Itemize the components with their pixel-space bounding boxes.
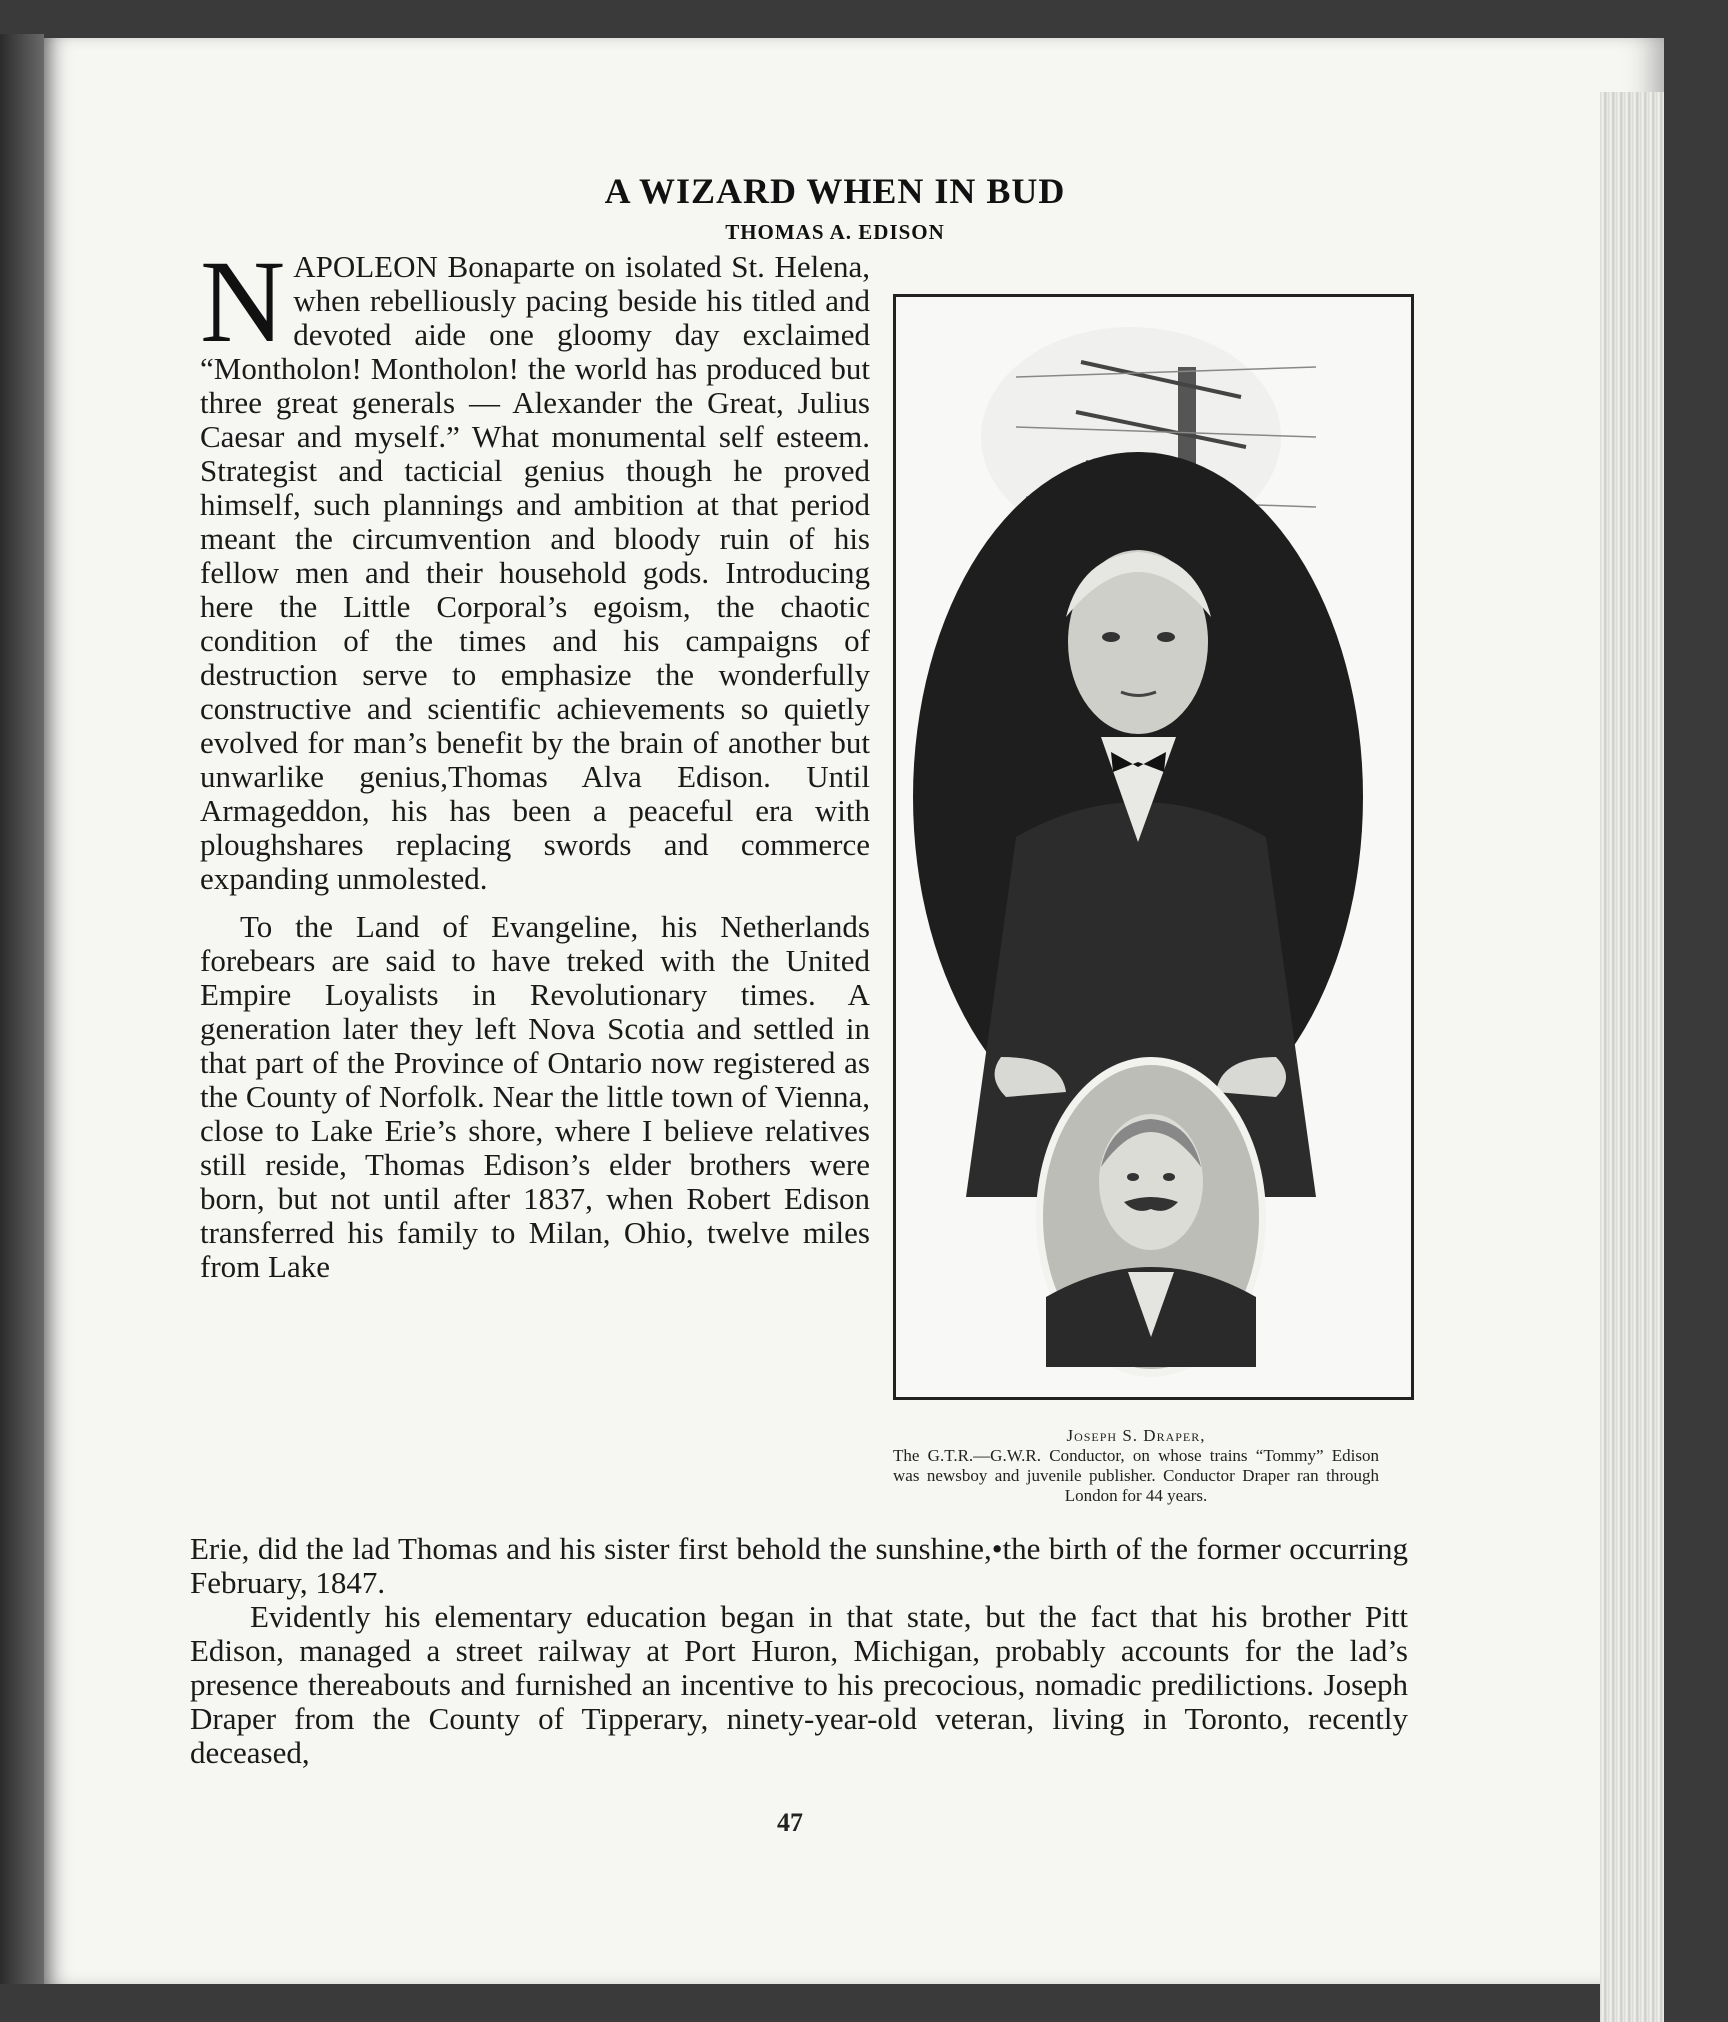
page-edges xyxy=(1600,92,1664,2022)
drop-cap: N xyxy=(200,236,286,367)
paragraph-1-text: APOLEON Bonaparte on isolated St. Helena, when rebelliously pacing beside his titled and devoted aide one gloomy day exclaimed “Montholon! Montholon! the world has produced but three great generals — Alexander the Great, Julius Caesar and myself.” What monumental self esteem. Strategist and tacticial genius though he proved himself, such plannings and ambition at that period meant the circumvention and bloody ruin of his fellow men and their household gods. Introducing here the Little Corporal’s egoism, the chaotic condition of the times and his campaigns of destruction serve to emphasize the wonderfully constructive and scientific achievements so quietly evolved for man’s benefit by the brain of another but unwarlike genius,Thomas Alva Edison. Until Armageddon, his has been a peaceful era with ploughshares replacing swords and commerce expanding unmolested. xyxy=(200,249,870,896)
paragraph-1 xyxy=(200,236,870,896)
article-column xyxy=(200,236,870,1284)
page-number: 47 xyxy=(777,1808,803,1837)
caption-name: Joseph S. Draper, xyxy=(1066,1426,1206,1445)
photo-figure xyxy=(893,294,1414,1400)
portrait-illustration xyxy=(896,297,1411,1397)
photo-caption xyxy=(893,1426,1379,1506)
caption-text: The G.T.R.—G.W.R. Conductor, on whose trains “Tommy” Edison was newsboy and juvenile publisher. Conductor Draper ran through London for 44 years. xyxy=(893,1446,1379,1505)
article-title: A WIZARD WHEN IN BUD xyxy=(604,171,1066,211)
paragraph-2: To the Land of Evangeline, his Netherlands forebears are said to have treked with the United Empire Loyalists in Revolutionary times. A generation later they left Nova Scotia and settled in that part of the Province of Ontario now registered as the County of Norfolk. Near the little town of Vienna, close to Lake Erie’s shore, where I believe relatives still reside, Thomas Edison’s elder brothers were born, but not until after 1837, when Robert Edison transferred his family to Milan, Ohio, twelve miles from Lake xyxy=(200,909,870,1284)
article-byline: THOMAS A. EDISON xyxy=(725,220,945,244)
paragraph-2-continued: Erie, did the lad Thomas and his sister first behold the sunshine,•the birth of the former occurring February, 1847. xyxy=(190,1531,1408,1600)
paragraph-3: Evidently his elementary education began in that state, but the fact that his brother Pitt Edison, managed a street railway at Port Huron, Michigan, probably accounts for the lad’s presence thereabouts and furnished an incentive to his precocious, nomadic predilictions. Joseph Draper from the County of Tipperary, ninety-year-old veteran, living in Toronto, recently deceased, xyxy=(190,1599,1408,1770)
article-full-width xyxy=(190,1532,1408,1770)
book-gutter-shadow xyxy=(0,34,44,1984)
